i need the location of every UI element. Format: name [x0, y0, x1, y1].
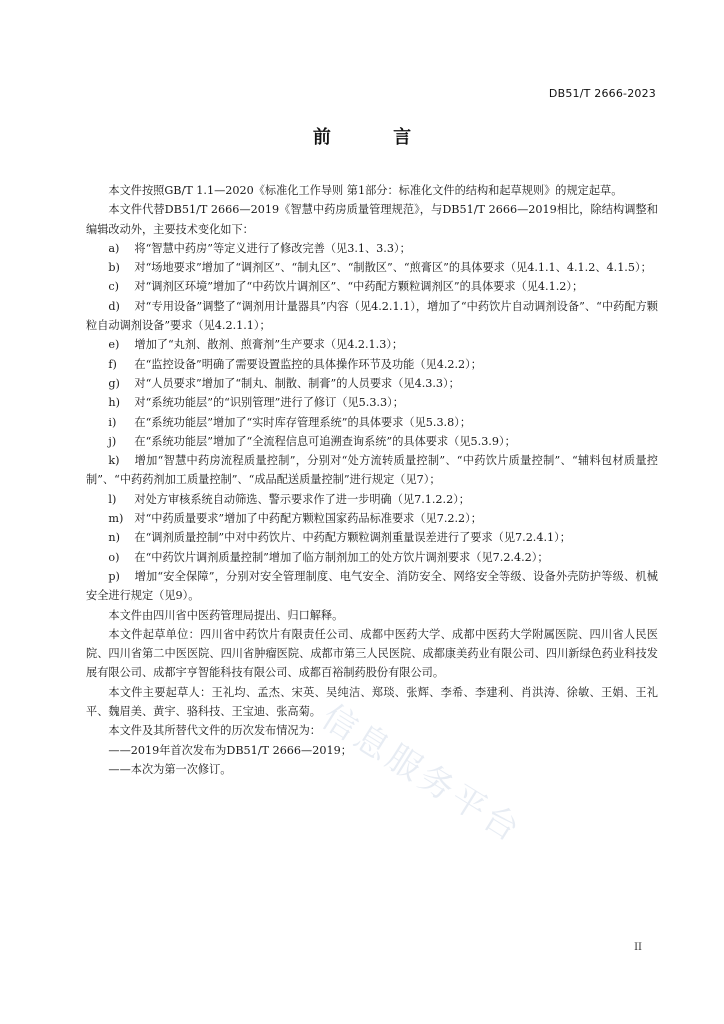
list-item-label: n) [108, 531, 120, 545]
page-title: 前 言 [312, 127, 440, 148]
list-item [86, 277, 658, 296]
list-item [86, 432, 658, 451]
list-item-label: j) [108, 434, 117, 448]
list-item [86, 297, 658, 336]
list-item [86, 393, 658, 412]
standard-code: DB51/T 2666-2023 [548, 87, 656, 100]
list-item-label: a) [108, 241, 120, 255]
list-item-text: 对“系统功能层”的“识别管理”进行了修订（见5.3.3）； [134, 396, 404, 410]
list-item-text: 在“调剂质量控制”中对中药饮片、中药配方颗粒调剂重量误差进行了要求（见7.2.4.1）； [134, 531, 571, 545]
list-item-label: d) [108, 299, 120, 313]
history-item: ——2019年首次发布为DB51/T 2666—2019； [108, 743, 352, 757]
list-item [86, 548, 658, 567]
list-item-label: o) [108, 550, 120, 564]
list-item-text: 在“监控设备”明确了需要设置监控的具体操作环节及功能（见4.2.2）； [134, 357, 482, 371]
list-item-text: 增加了“丸剂、散剂、煎膏剂”生产要求（见4.2.1.3）； [134, 338, 404, 352]
list-item-text: 对“调剂区环境”增加了“中药饮片调剂区”、“中药配方颗粒调剂区”的具体要求（见4.1.2）； [134, 280, 584, 294]
list-item-label: p) [108, 569, 120, 583]
list-item [86, 239, 658, 258]
document-body [86, 181, 658, 779]
list-item [86, 335, 658, 354]
list-item-text: 对“中药质量要求”增加了中药配方颗粒国家药品标准要求（见7.2.2）； [134, 512, 482, 526]
list-item-text: 对“人员要求”增加了“制丸、制散、制膏”的人员要求（见4.3.3）； [134, 376, 460, 390]
list-item-label: h) [108, 396, 120, 410]
list-item-text: 在“系统功能层”增加了“全流程信息可追溯查询系统”的具体要求（见5.3.9）； [134, 434, 516, 448]
list-item-text: 对处方审核系统自动筛选、警示要求作了进一步明确（见7.1.2.2）； [134, 492, 470, 506]
list-item-label: f) [108, 357, 117, 371]
list-item [86, 528, 658, 547]
list-item [86, 413, 658, 432]
list-item-label: m) [108, 512, 124, 526]
list-item [86, 374, 658, 393]
list-item-label: k) [108, 454, 120, 468]
list-item [86, 258, 658, 277]
history-item: ——本次为第一次修订。 [108, 762, 232, 776]
list-item-label: l) [108, 492, 117, 506]
list-item-label: b) [108, 261, 120, 275]
list-item [86, 490, 658, 509]
paragraph-proposer: 本文件由四川省中医药管理局提出、归口解释。 [108, 608, 344, 622]
list-item [86, 567, 658, 606]
list-item [86, 355, 658, 374]
list-item-text: 增加“安全保障”，分别对安全管理制度、电气安全、消防安全、网络安全等级、设备外壳防护等级、机械安全进行规定（见9）。 [86, 569, 658, 603]
paragraph-history-intro: 本文件及其所替代文件的历次发布情况为： [108, 724, 321, 738]
list-item-text: 在“中药饮片调剂质量控制”增加了临方制剂加工的处方饮片调剂要求（见7.2.4.2）； [134, 550, 549, 564]
list-item [86, 509, 658, 528]
list-item-label: c) [108, 280, 120, 294]
list-item-text: 增加“智慧中药房流程质量控制”，分别对“处方流转质量控制”、“中药饮片质量控制”、“辅料包材质量控制”、“中药药剂加工质量控制”、“成品配送质量控制”进行规定（见7）； [86, 454, 658, 487]
change-list [86, 239, 658, 606]
paragraph-replacement: 本文件代替DB51/T 2666—2019《智慧中药房质量管理规范》，与DB51/T 2666—2019相比，除结构调整和编辑改动外，主要技术变化如下： [86, 203, 658, 236]
list-item [86, 451, 658, 490]
page-number: II [634, 942, 642, 953]
list-item-text: 对“场地要求”增加了“调剂区”、“制丸区”、“制散区”、“煎膏区”的具体要求（见4.1.1、4.1.2、4.1.5）； [134, 261, 652, 275]
watermark: 信息服务平台 [314, 696, 530, 852]
paragraph-drafting-basis: 本文件按照GB/T 1.1—2020《标准化工作导则 第1部分：标准化文件的结构和起草规则》的规定起草。 [108, 184, 623, 197]
paragraph-drafting-units: 本文件起草单位：四川省中药饮片有限责任公司、成都中医药大学、成都中医药大学附属医院、四川省人民医院、四川省第二中医医院、四川省肿瘤医院、成都市第三人民医院、成都康美药业有限公司、四川新绿色药业科技发展有限公司、成都宇亨智能科技有限公司、成都百裕制药股份有限公司。 [86, 627, 658, 680]
list-item-text: 对“专用设备”调整了“调剂用计量器具”内容（见4.2.1.1），增加了“中药饮片自动调剂设备”、“中药配方颗粒自动调剂设备”要求（见4.2.1.1）； [86, 299, 658, 333]
list-item-label: i) [108, 415, 117, 429]
list-item-label: e) [108, 338, 120, 352]
list-item-label: g) [108, 376, 120, 390]
list-item-text: 在“系统功能层”增加了“实时库存管理系统”的具体要求（见5.3.8）； [134, 415, 472, 429]
list-item-text: 将“智慧中药房”等定义进行了修改完善（见3.1、3.3）； [134, 241, 411, 255]
paragraph-drafters: 本文件主要起草人：王礼均、孟杰、宋英、吴纯洁、郑琰、张辉、李希、李建利、肖洪涛、徐敏、王娟、王礼平、魏眉美、黄宇、骆科技、王宝迪、张高菊。 [86, 685, 658, 719]
